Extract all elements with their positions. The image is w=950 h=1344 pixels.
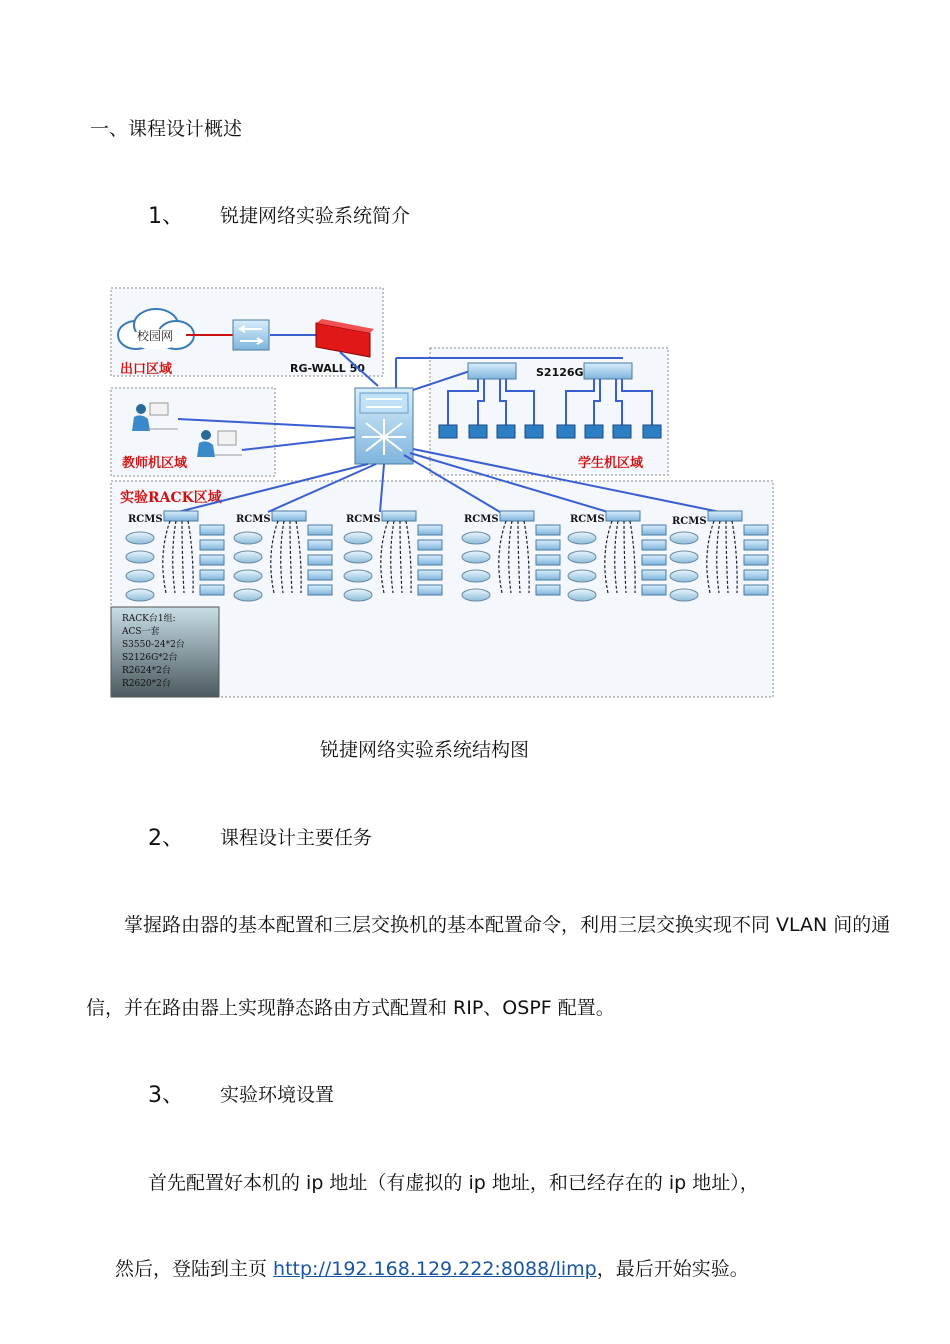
lab-switch-icon [642,555,666,565]
rack-info-line: S3550-24*2台 [122,640,185,650]
router-icon [344,551,372,563]
router-icon [462,551,490,563]
lab-switch-icon [642,570,666,580]
router-icon [568,551,596,563]
lab-switch-icon [308,570,332,580]
teacher-zone-label: 教师机区域 [122,456,188,471]
router-icon [344,589,372,601]
subsection-number: 1、 [148,204,184,229]
paragraph-text: ，最后开始实验。 [596,1258,749,1280]
lab-switch-icon [200,555,224,565]
lab-switch-icon [642,540,666,550]
lab-switch-icon [744,585,768,595]
router-icon [568,532,596,544]
rcms-switch-icon [606,511,640,521]
lab-switch-icon [642,525,666,535]
rcms-label: RCMS [346,514,381,525]
rcms-switch-icon [164,511,198,521]
rcms-label: RCMS [236,514,271,525]
lab-switch-icon [418,570,442,580]
lab-switch-icon [200,540,224,550]
access-switch-icon [468,363,516,379]
lab-switch-icon [308,540,332,550]
lab-switch-icon [308,555,332,565]
firewall-label: RG-WALL 50 [290,362,365,375]
homepage-link[interactable]: http://192.168.129.222:8088/limp [273,1258,597,1280]
rack-info-line: RACK台1组: [122,614,176,624]
diagram-caption: 锐捷网络实验系统结构图 [320,739,530,761]
core-switch-icon [355,388,413,464]
router-icon [568,570,596,582]
router-icon [234,532,262,544]
rack-info-line: R2624*2台 [122,666,171,676]
router-icon [126,532,154,544]
rcms-label: RCMS [128,514,163,525]
rcms-switch-icon [272,511,306,521]
lab-switch-icon [744,525,768,535]
lab-switch-icon [642,585,666,595]
rcms-switch-icon [708,511,742,521]
lab-switch-icon [418,585,442,595]
access-switch-icon [584,363,632,379]
exit-switch-icon [233,320,269,350]
router-icon [670,532,698,544]
lab-switch-icon [418,525,442,535]
router-icon [670,589,698,601]
lab-switch-icon [200,570,224,580]
lab-switch-icon [418,540,442,550]
router-icon [234,589,262,601]
paragraph-line: 首先配置好本机的 ip 地址（有虚拟的 ip 地址，和已经存在的 ip 地址）， [148,1172,759,1194]
rcms-label: RCMS [672,516,707,527]
router-icon [344,570,372,582]
router-icon [462,589,490,601]
section-heading: 一、课程设计概述 [90,118,243,140]
lab-switch-icon [536,555,560,565]
router-icon [344,532,372,544]
rack-info-line: S2126G*2台 [122,653,178,663]
paragraph-text: 然后，登陆到主页 [115,1258,274,1280]
network-diagram [108,285,776,700]
paragraph-line: 信，并在路由器上实现静态路由方式配置和 RIP、OSPF 配置。 [86,997,615,1019]
router-icon [462,570,490,582]
router-icon [234,570,262,582]
lab-switch-icon [536,525,560,535]
lab-switch-icon [308,585,332,595]
paragraph-line [115,1254,749,1281]
subsection-title: 锐捷网络实验系统简介 [220,205,411,227]
lab-switch-icon [536,585,560,595]
lab-switch-icon [418,555,442,565]
lab-switch-icon [744,570,768,580]
subsection-title: 课程设计主要任务 [220,827,373,849]
lab-switch-icon [536,540,560,550]
router-icon [670,570,698,582]
rcms-label: RCMS [570,514,605,525]
rcms-label: RCMS [464,514,499,525]
lab-zone-label: 实验RACK区域 [120,490,222,506]
rack-info-line: R2620*2台 [122,679,171,689]
router-icon [568,589,596,601]
subsection-number: 3、 [148,1083,184,1108]
paragraph-line: 掌握路由器的基本配置和三层交换机的基本配置命令，利用三层交换实现不同 VLAN 间的通 [124,914,891,936]
lab-switch-icon [200,525,224,535]
router-icon [670,551,698,563]
rcms-switch-icon [500,511,534,521]
router-icon [462,532,490,544]
student-zone-label: 学生机区域 [578,456,644,471]
lab-switch-icon [744,555,768,565]
lab-switch-icon [744,540,768,550]
rcms-switch-icon [382,511,416,521]
cloud-label: 校园网 [137,329,174,343]
lab-switch-icon [308,525,332,535]
lab-switch-icon [536,570,560,580]
subsection-title: 实验环境设置 [220,1084,335,1106]
router-icon [126,589,154,601]
exit-zone-label: 出口区域 [120,362,173,377]
router-icon [126,551,154,563]
lab-switch-icon [200,585,224,595]
subsection-number: 2、 [148,826,184,851]
switch-model-label: S2126G [536,366,584,379]
rack-info-line: ACS一套 [122,627,160,637]
router-icon [126,570,154,582]
router-icon [234,551,262,563]
